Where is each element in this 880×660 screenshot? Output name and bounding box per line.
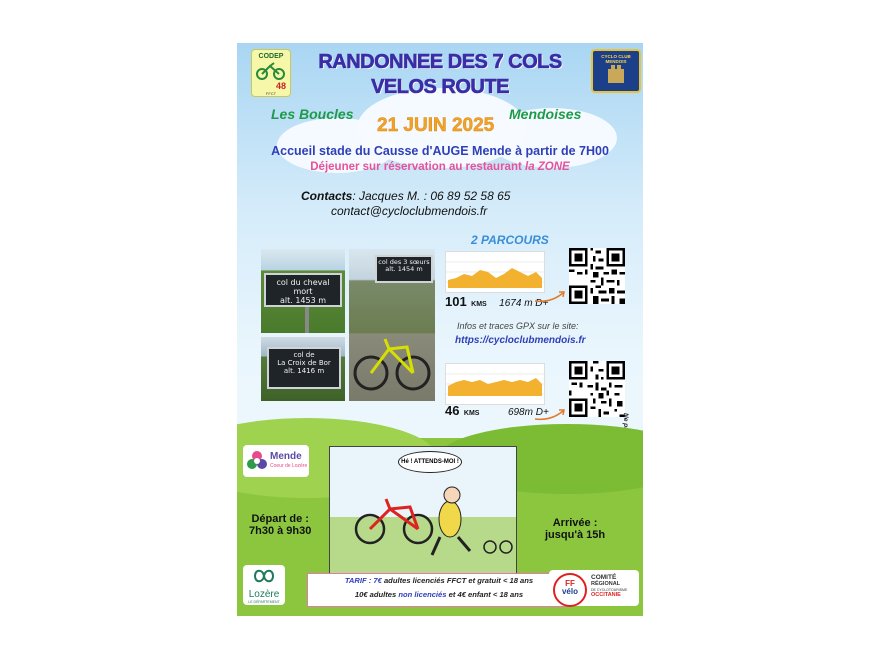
mende-flower-icon — [246, 450, 268, 472]
title-line2: VELOS ROUTE — [371, 76, 509, 98]
tarif-line1-text: adultes licenciés FFCT et gratuit < 18 ans — [381, 576, 534, 585]
dejeuner-text — [237, 161, 643, 173]
mende-title: Mende — [270, 451, 302, 462]
elevation-profile-101 — [445, 251, 545, 293]
route2-unit: KMS — [463, 410, 480, 417]
photo-col-croix-de-bor — [261, 337, 345, 401]
lozere-title: Lozère — [248, 589, 280, 600]
sign-col-3-soeurs — [375, 255, 433, 283]
event-date: 21 JUIN 2025 — [377, 115, 495, 136]
cartoon-illustration — [329, 446, 517, 576]
cartoon-bubble-text: Hé ! ATTENDS-MOI ! — [401, 459, 459, 465]
sign3-line1: col de — [293, 351, 315, 359]
mende-sub: Coeur de Lozère — [270, 463, 308, 469]
route2-km: 46 — [445, 403, 460, 418]
comite-line4: OCCITANIE — [591, 591, 621, 598]
depart-label: Départ de : — [251, 513, 309, 525]
comite-text — [591, 574, 627, 598]
tarif-line2-b: non licenciés — [398, 590, 447, 599]
codep-sub: FFCT — [265, 91, 277, 96]
route2-elev: 698m D+ — [507, 407, 549, 418]
parcours-heading: 2 PARCOURS — [471, 233, 549, 247]
contacts-value: : Jacques M. : 06 89 52 58 65 — [352, 189, 511, 203]
event-poster — [237, 43, 643, 616]
dejeuner-place: la ZONE — [525, 161, 570, 173]
photo-col-3-soeurs — [349, 249, 435, 401]
contacts-line — [301, 189, 510, 203]
comite-line3: DE CYCLOTOURISME — [591, 587, 628, 592]
ffvelo-velo: vélo — [561, 587, 578, 596]
cartoon-bicycle-icon — [330, 447, 516, 575]
tarif-line2-a: 10€ adultes — [354, 590, 399, 599]
sign2-line2: alt. 1454 m — [385, 265, 423, 274]
qr-code-46[interactable] — [569, 361, 625, 417]
sign3-line2: La Croix de Bor — [277, 359, 331, 368]
cyclo-club-label: CYCLO CLUB MENDOIS — [601, 54, 631, 64]
comite-line2: RÉGIONAL — [591, 581, 621, 588]
tarif-box — [307, 573, 571, 607]
tarif-line1 — [308, 574, 570, 588]
ffvelo-badge — [553, 573, 587, 607]
route1-elev: 1674 m D+ — [499, 298, 549, 309]
tarif-line2 — [308, 588, 570, 602]
codep-number: 48 — [275, 81, 286, 91]
route1-km: 101 — [445, 294, 467, 309]
ffvelo-comite-logo — [549, 570, 639, 606]
sign1-line1: col du cheval mort — [276, 278, 330, 297]
arrivee-time: jusqu'à 15h — [545, 529, 606, 541]
photo-col-cheval-mort — [261, 249, 345, 333]
codep-label: CODEP — [258, 53, 284, 60]
sign-col-croix-de-bor — [267, 347, 341, 389]
elevation-profile-46 — [445, 363, 545, 405]
tarif-line2-c: et 4€ enfant < 18 ans — [446, 590, 524, 599]
sign3-line3: alt. 1416 m — [283, 367, 325, 376]
sign2-line1: col des 3 sœurs — [378, 258, 430, 266]
comite-line1: COMITÉ — [591, 574, 617, 581]
mende-logo — [243, 445, 309, 477]
qr-code-101[interactable] — [569, 248, 625, 304]
arrivee-block — [545, 517, 605, 541]
tarif-label: TARIF : 7€ — [344, 576, 382, 585]
sign-col-cheval-mort — [264, 273, 342, 307]
depart-time: 7h30 à 9h30 — [249, 525, 312, 537]
route1-unit: KMS — [471, 301, 487, 308]
bicycle-icon — [349, 321, 435, 401]
ffvelo-ff: FF — [565, 579, 575, 588]
contacts-label: Contacts — [301, 189, 353, 203]
gpx-info: Infos et traces GPX sur le site: — [457, 321, 579, 331]
sign1-line2: alt. 1453 m — [279, 296, 327, 306]
contact-email[interactable]: contact@cycloclubmendois.fr — [331, 204, 488, 218]
title-line1: RANDONNEE DES 7 COLS — [318, 51, 562, 73]
subtitle-right: Mendoises — [509, 106, 582, 122]
lozere-sub: LE DÉPARTEMENT — [248, 600, 280, 604]
lozere-logo — [243, 565, 285, 605]
depart-block — [249, 513, 311, 537]
site-link[interactable]: https://cycloclubmendois.fr — [455, 335, 586, 346]
arrow-icon — [533, 289, 569, 305]
accueil-text: Accueil stade du Causse d'AUGE Mende à partir de 7H00 — [271, 144, 609, 158]
subtitle-left: Les Boucles — [271, 106, 354, 122]
lozere-infinity-icon — [243, 565, 285, 587]
dejeuner-prefix: Déjeuner sur réservation au restaurant — [310, 161, 525, 173]
arrivee-label: Arrivée : — [552, 517, 598, 529]
arrow-icon — [533, 407, 569, 423]
